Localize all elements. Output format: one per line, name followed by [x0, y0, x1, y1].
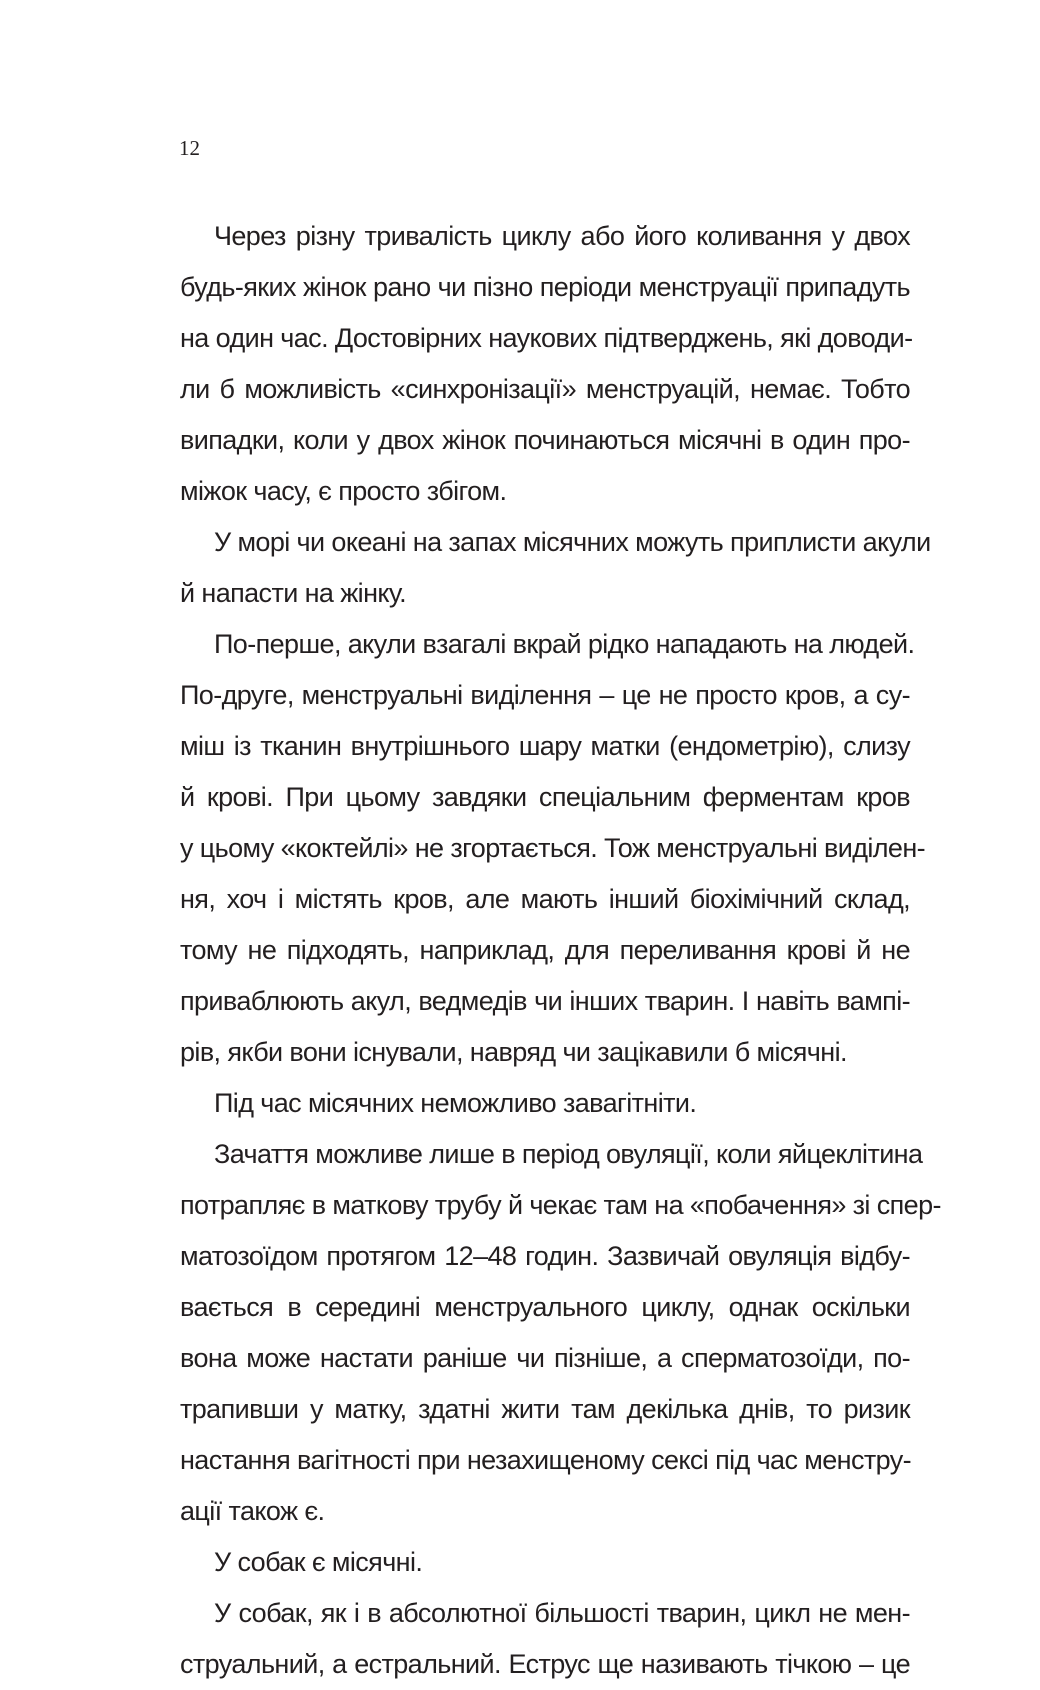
text-line: Через різну тривалість циклу або його коливання у двох: [214, 221, 910, 251]
text-line: настання вагітності при незахищеному сексі під час менстру-: [180, 1445, 912, 1475]
text-line: у цьому «коктейлі» не згортається. Тож менструальні виділен-: [180, 833, 926, 863]
text-line: По-друге, менструальні виділення – це не просто кров, а су-: [180, 680, 910, 710]
text-line: Під час місячних неможливо завагітніти.: [214, 1088, 697, 1118]
text-line: й крові. При цьому завдяки спеціальним ферментам кров: [180, 782, 910, 812]
text-line: вона може настати раніше чи пізніше, а сперматозоїди, по-: [180, 1343, 910, 1373]
text-line: У собак є місячні.: [214, 1547, 423, 1577]
text-line: рів, якби вони існували, навряд чи зацікавили б місячні.: [180, 1037, 847, 1067]
text-line: на один час. Достовірних наукових підтверджень, які доводи-: [180, 323, 913, 353]
text-line: випадки, коли у двох жінок починаються місячні в один про-: [180, 425, 910, 455]
text-line: матозоїдом протягом 12–48 годин. Зазвичай овуляція відбу-: [180, 1241, 910, 1271]
text-line: міжок часу, є просто збігом.: [180, 476, 507, 506]
text-line: міш із тканин внутрішнього шару матки (ендометрію), слизу: [180, 731, 910, 761]
text-line: тому не підходять, наприклад, для переливання крові й не: [180, 935, 910, 965]
body-text: [180, 211, 941, 1690]
page-number: 12: [179, 136, 200, 160]
text-line: По-перше, акули взагалі вкрай рідко нападають на людей.: [214, 629, 915, 659]
text-line: приваблюють акул, ведмедів чи інших тварин. І навіть вампі-: [180, 986, 910, 1016]
text-line: ації також є.: [180, 1496, 325, 1526]
text-line: струальний, а естральний. Еструс ще називають тічкою – це: [180, 1649, 910, 1679]
text-line: У собак, як і в абсолютної більшості тварин, цикл не мен-: [214, 1598, 910, 1628]
text-line: потрапляє в маткову трубу й чекає там на «побачення» зі спер-: [180, 1190, 941, 1220]
text-line: будь-яких жінок рано чи пізно періоди менструації припадуть: [180, 272, 910, 302]
text-line: У морі чи океані на запах місячних можуть приплисти акули: [214, 527, 931, 557]
text-line: ли б можливість «синхронізації» менструацій, немає. Тобто: [180, 374, 910, 404]
text-line: вається в середині менструального циклу, однак оскільки: [180, 1292, 910, 1322]
text-line: трапивши у матку, здатні жити там декілька днів, то ризик: [180, 1394, 910, 1424]
text-line: Зачаття можливе лише в період овуляції, коли яйцеклітина: [214, 1139, 923, 1169]
text-line: ня, хоч і містять кров, але мають інший біохімічний склад,: [180, 884, 910, 914]
text-line: й напасти на жінку.: [180, 578, 407, 608]
